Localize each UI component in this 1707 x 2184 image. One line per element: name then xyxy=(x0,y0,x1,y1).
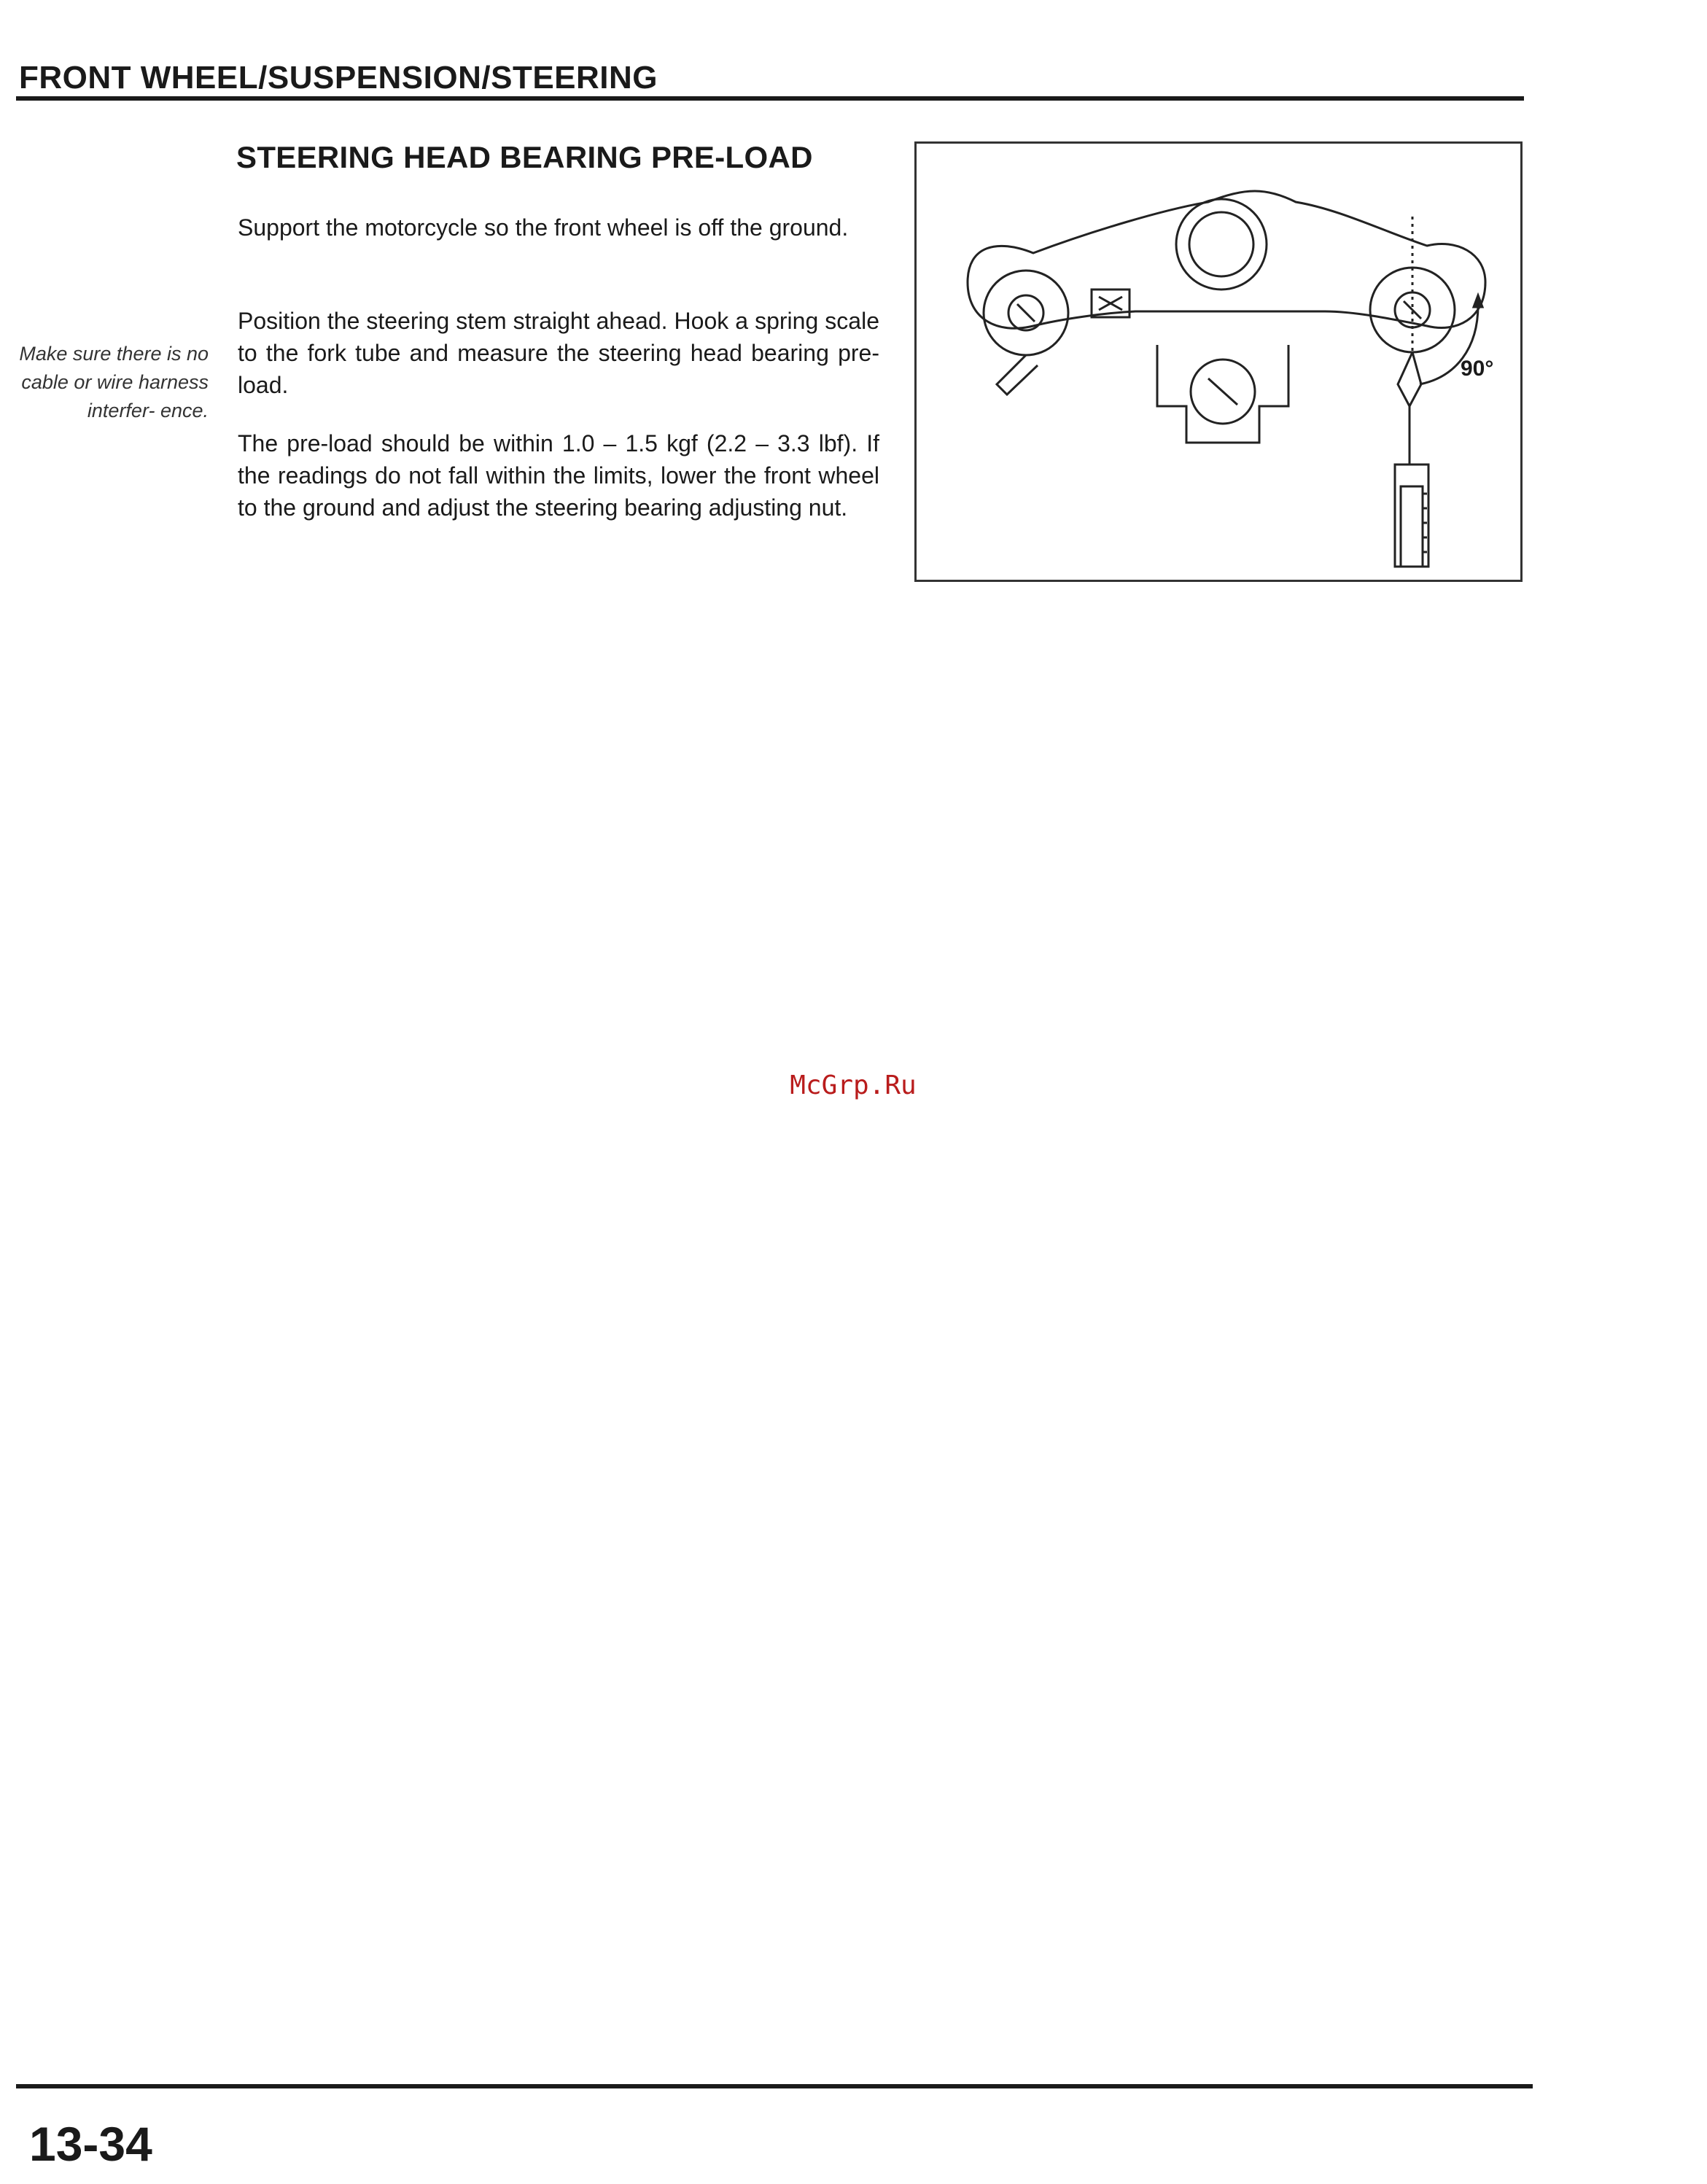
paragraph-support: Support the motorcycle so the front wheel is off the ground. xyxy=(238,214,849,241)
paragraph-position: Position the steering stem straight ahead. Hook a spring scale to the fork tube and measure the steering head bearing pre-load. xyxy=(238,308,879,398)
procedure-heading: STEERING HEAD BEARING PRE-LOAD xyxy=(236,140,813,174)
section-title: FRONT WHEEL/SUSPENSION/STEERING xyxy=(19,60,658,96)
margin-note: Make sure there is no cable or wire harness interfer- ence. xyxy=(19,343,209,421)
footer-rule xyxy=(16,2084,1533,2088)
page-number: 13-34 xyxy=(29,2117,152,2171)
header-rule xyxy=(16,96,1524,101)
top-bridge-illustration xyxy=(917,144,1525,584)
angle-label: 90° xyxy=(1461,357,1494,381)
hook-cable xyxy=(1398,352,1421,406)
left-fork-boss xyxy=(997,355,1038,395)
stem-nut-inner xyxy=(1189,212,1253,276)
watermark: McGrp.Ru xyxy=(790,1070,917,1100)
steering-preload-figure xyxy=(914,141,1523,582)
paragraph-preload-spec: The pre-load should be within 1.0 – 1.5 kgf (2.2 – 3.3 lbf). If the readings do not fall within the limits, lower the front wheel to the ground and adjust the steering bearing adjusting nut. xyxy=(238,430,879,521)
